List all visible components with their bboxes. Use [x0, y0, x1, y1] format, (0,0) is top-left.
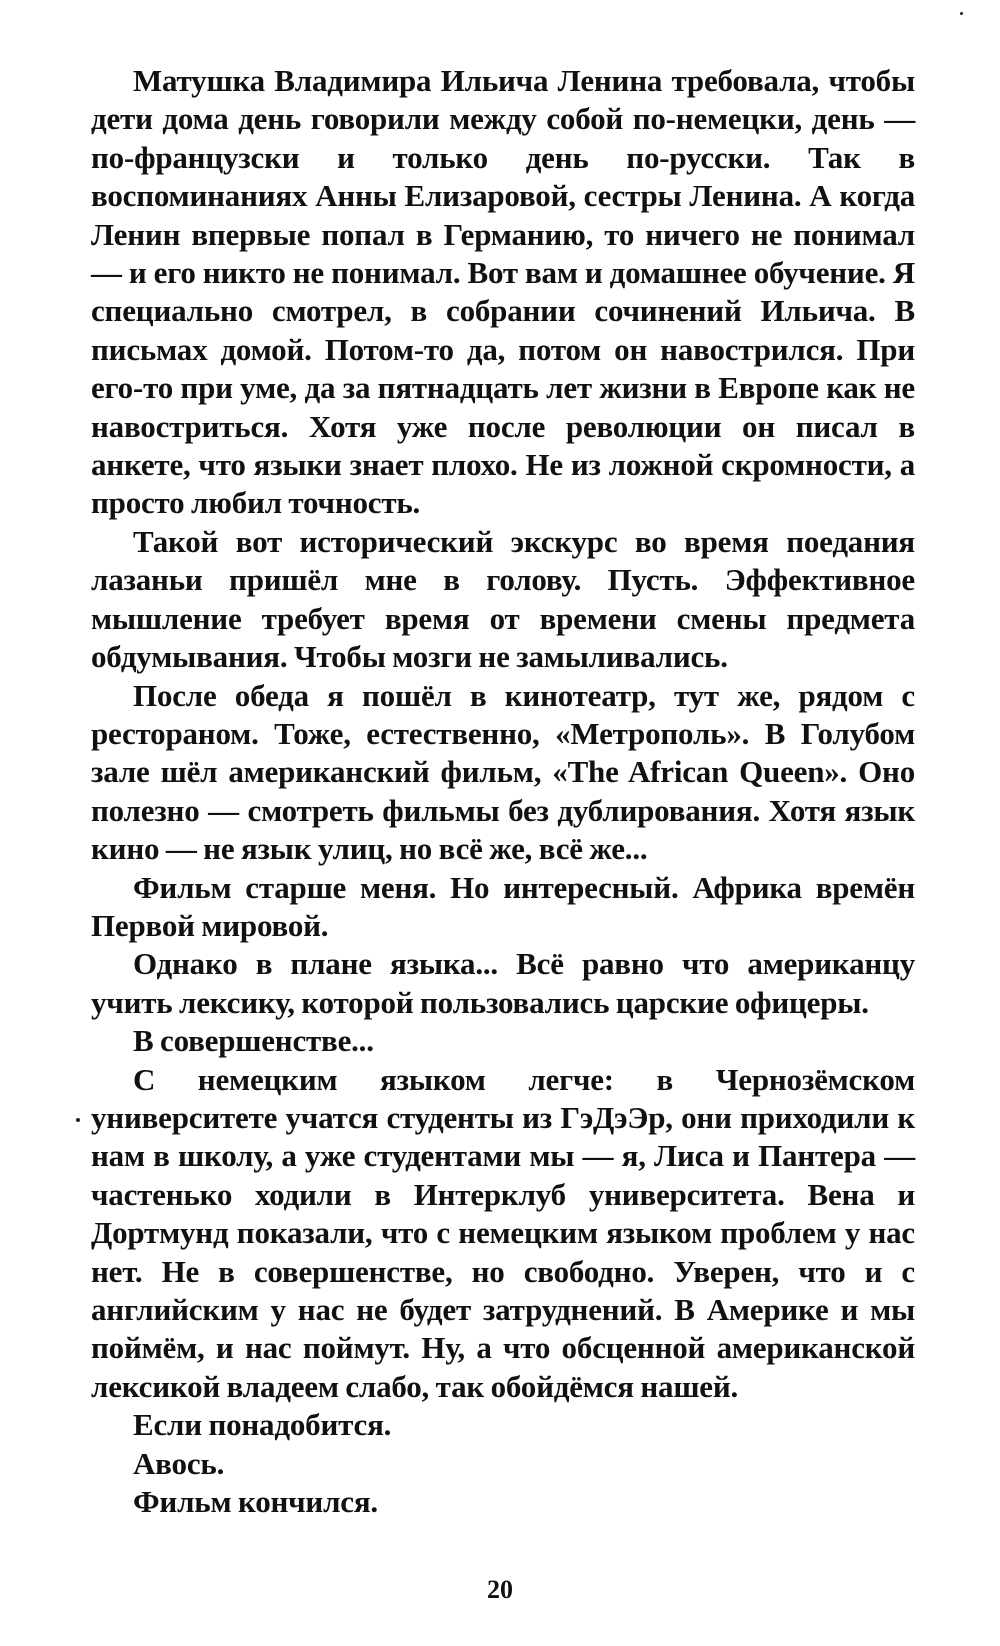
body-text — [91, 62, 915, 1521]
paragraph: Матушка Владимира Ильича Ленина требовала, чтобы дети дома день говорили между собой по-немецки, день — по-французски и только день по-русски. Так в воспоминаниях Анны Елизаровой, сестры Ленина. А когда Ленин впервые попал в Германию, то ничего не понимал — и его никто не понимал. Вот вам и домашнее обучение. Я специально смотрел, в собрании сочинений Ильича. В письмах домой. Потом-то да, потом он навострился. При его-то при уме, да за пятнадцать лет жизни в Европе как не навостриться. Хотя уже после революции он писал в анкете, что языки знает плохо. Не из ложной скромности, а просто любил точность. — [91, 63, 915, 521]
paragraph: Однако в плане языка... Всё равно что американцу учить лексику, которой пользовались царские офицеры. — [91, 946, 915, 1020]
paragraph: Такой вот исторический экскурс во время поедания лазаньи пришёл мне в голову. Пусть. Эффективное мышление требует время от времени смены предмета обдумывания. Чтобы мозги не замыливались. — [91, 523, 915, 675]
print-speck — [76, 1118, 80, 1122]
paragraph: С немецким языком легче: в Чернозёмском университете учатся студенты из ГэДэЭр, они приходили к нам в школу, а уже студентами мы — я, Лиса и Пантера — частенько ходили в Интерклуб университета. Вена и Дортмунд показали, что с немецким языком проблем у нас нет. Не в совершенстве, но свободно. Уверен, что и с английским у нас не будет затруднений. В Америке и мы поймём, и нас поймут. Ну, а что обсценной американской лексикой владеем слабо, так обойдёмся нашей. — [91, 1061, 915, 1404]
paragraph: Авось. — [133, 1445, 225, 1481]
paragraph: Если понадобится. — [133, 1407, 392, 1443]
page-number: 20 — [487, 1575, 513, 1604]
paragraph: В совершенстве... — [133, 1023, 374, 1059]
print-speck — [960, 12, 963, 15]
paragraph: Фильм кончился. — [133, 1484, 378, 1520]
paragraph: После обеда я пошёл в кинотеатр, тут же, рядом с рестораном. Тоже, естественно, «Метрополь». В Голубом зале шёл американский фильм, «The African Queen». Оно полезно — смотреть фильмы без дублирования. Хотя язык кино — не язык улиц, но всё же, всё же... — [91, 677, 915, 867]
paragraph: Фильм старше меня. Но интересный. Африка времён Первой мировой. — [91, 869, 915, 943]
